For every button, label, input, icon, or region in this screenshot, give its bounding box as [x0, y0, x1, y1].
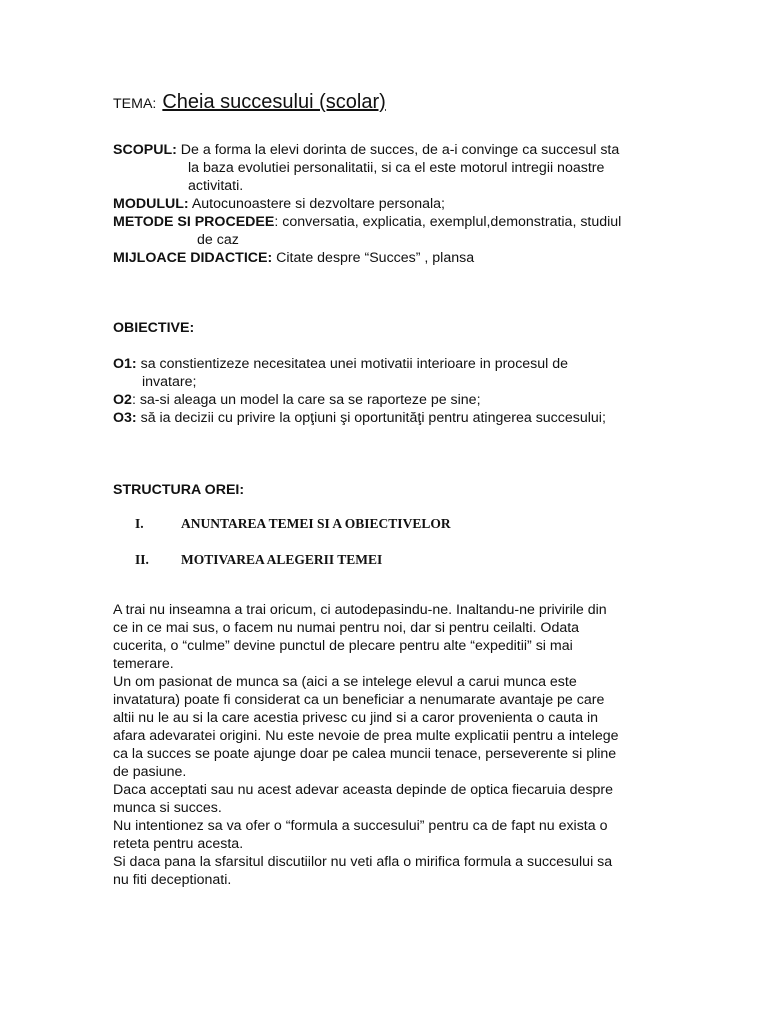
mijloace-text: Citate despre “Succes” , plansa: [272, 250, 475, 266]
structura-heading: [113, 481, 658, 499]
tema-title: Cheia succesului (scolar): [162, 91, 386, 113]
scopul-line-2: la baza evolutiei personalitatii, si ca el este motorul intregii noastre: [188, 160, 605, 176]
scopul-line-1: [113, 141, 658, 159]
info-block: [113, 141, 658, 267]
objective-item-1: [113, 355, 658, 373]
body-line: reteta pentru acesta.: [113, 836, 244, 852]
structura-text-1: ANUNTAREA TEMEI SI A OBIECTIVELOR: [181, 516, 451, 531]
body-text: [113, 601, 658, 889]
mijloace-label: MIJLOACE DIDACTICE:: [113, 250, 273, 266]
metode-label: METODE SI PROCEDEE: [113, 214, 275, 230]
body-line: Daca acceptati sau nu acest adevar aceasta depinde de optica fiecaruia despre: [113, 782, 614, 798]
body-line: afara adevaratei origini. Nu este nevoie de prea multe explicatii pentru a intelege: [113, 728, 619, 744]
scopul-label: SCOPUL:: [113, 142, 177, 158]
modulul-line: [113, 195, 658, 213]
mijloace-line: [113, 249, 658, 267]
body-line: cucerita, o “culme” devine punctul de plecare pentru alte “expeditii” si mai: [113, 638, 573, 654]
scopul-line-3: activitati.: [188, 178, 244, 194]
structura-num-1: I.: [135, 516, 144, 531]
body-line: ce in ce mai sus, o facem nu numai pentru noi, dar si pentru ceilalti. Odata: [113, 620, 580, 636]
objective-label-2: O2: [113, 392, 132, 408]
objective-text-1: sa constientizeze necesitatea unei motivatii interioare in procesul de: [136, 356, 569, 372]
obiective-heading-text: OBIECTIVE:: [113, 320, 195, 336]
body-line: ca la succes se poate ajunge doar pe calea muncii tenace, perseverente si pline: [113, 746, 617, 762]
body-line: munca si succes.: [113, 800, 222, 816]
metode-line-2: de caz: [197, 232, 239, 248]
structura-item-2: [135, 551, 382, 569]
objective-label-1: O1:: [113, 356, 137, 372]
obiective-heading: [113, 319, 658, 337]
objective-text-2: : sa-si aleaga un model la care sa se raporteze pe sine;: [131, 392, 481, 408]
structura-heading-text: STRUCTURA OREI:: [113, 482, 245, 498]
body-line: A trai nu inseamna a trai oricum, ci autodepasindu-ne. Inaltandu-ne privirile din: [113, 602, 607, 618]
body-line: temerare.: [113, 656, 174, 672]
body-line: Si daca pana la sfarsitul discutiilor nu veti afla o mirifica formula a succesului sa: [113, 854, 613, 870]
body-line: invatatura) poate fi considerat ca un beneficiar a nenumarate avantaje pe care: [113, 692, 605, 708]
scopul-text-1: De a forma la elevi dorinta de succes, de a-i convinge ca succesul sta: [176, 142, 620, 158]
metode-text-1: : conversatia, explicatia, exemplul,demonstratia, studiul: [274, 214, 622, 230]
objective-text-3: să ia decizii cu privire la opţiuni şi oportunităţi pentru atingerea succesului;: [136, 410, 606, 426]
objective-item-3: [113, 409, 658, 427]
structura-item-1: [135, 515, 451, 533]
body-line: Un om pasionat de munca sa (aici a se intelege elevul a carui munca este: [113, 674, 577, 690]
body-line: altii nu le au si la care acestia privesc cu jind si a caror provenienta o cauta in: [113, 710, 598, 726]
body-line: Nu intentionez sa va ofer o “formula a succesului” pentru ca de fapt nu exista o: [113, 818, 608, 834]
structura-num-2: II.: [135, 552, 149, 567]
modulul-text: Autocunoastere si dezvoltare personala;: [188, 196, 445, 212]
objective-item-1-cont: invatare;: [142, 374, 197, 390]
objective-item-2: [113, 391, 658, 409]
metode-line-1: [113, 213, 658, 231]
body-line: nu fiti deceptionati.: [113, 872, 232, 888]
body-line: de pasiune.: [113, 764, 187, 780]
tema-label: TEMA:: [113, 96, 157, 112]
objective-label-3: O3:: [113, 410, 137, 426]
structura-text-2: MOTIVAREA ALEGERII TEMEI: [181, 552, 383, 567]
obiective-list: [113, 355, 658, 427]
modulul-label: MODULUL:: [113, 196, 189, 212]
tema-line: [113, 93, 386, 113]
